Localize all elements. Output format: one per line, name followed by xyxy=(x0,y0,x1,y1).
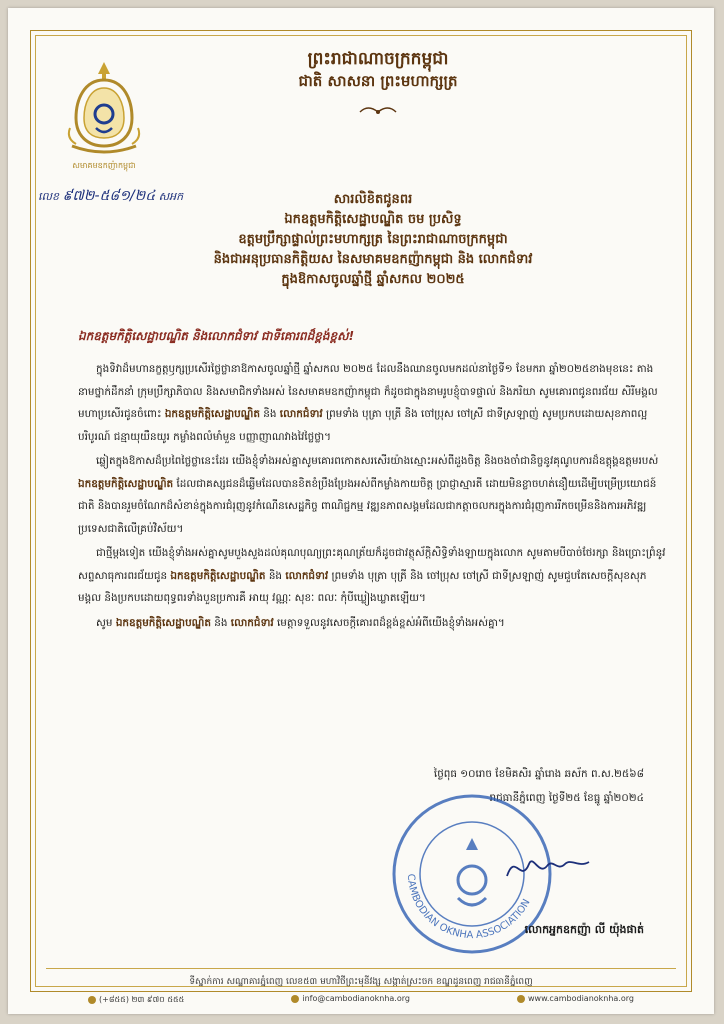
letter-page xyxy=(8,8,714,1014)
title-line: សារលិខិតជូនពរ xyxy=(333,192,413,207)
footer-divider xyxy=(46,968,676,969)
letter-body xyxy=(78,358,668,634)
footer-contacts xyxy=(88,994,634,1006)
reference-value: ៩៧២-៥៨១/២៤ xyxy=(62,188,156,204)
title-line: ឧត្តមប្រឹក្សាផ្ទាល់ព្រះមហាក្សត្រ នៃព្រះរាជាណាចក្រកម្ពុជា xyxy=(238,232,508,247)
honorific: ឯកឧត្តមកិត្តិសេដ្ឋាបណ្ឌិត xyxy=(115,616,211,629)
honorific: ឯកឧត្តមកិត្តិសេដ្ឋាបណ្ឌិត xyxy=(164,408,260,420)
letter-titles xyxy=(78,190,668,290)
kingdom-heading: ព្រះរាជាណាចក្រកម្ពុជា xyxy=(307,49,449,69)
salutation: ឯកឧត្តមកិត្តិសេដ្ឋាបណ្ឌិត និងលោកជំទាវ ជាទីគោរពដ៏ខ្ពង់ខ្ពស់! xyxy=(78,329,355,343)
email-icon xyxy=(291,995,299,1003)
reference-prefix: លេខ xyxy=(38,190,59,203)
honorific: លោកជំទាវ xyxy=(285,569,329,582)
paragraph: ឆ្លៀតក្នុងឱកាសដ៏ប្រពៃថ្លៃថ្លានេះដែរ យើងខ្ញុំទាំងអស់គ្នាសូមគោរពកោតសរសើរយ៉ាងស្មោះអស់ពីដួងចិត្ត និងចងចាំជានិច្ចនូវគុណូបការដ៏ឧត្តុង្គឧត្តមរបស់ ឯកឧត្តមកិត្តិសេដ្ឋាបណ្ឌិត ដែលជាគស្សជនដ៏ឆ្លើមដែលបានខិតខំប្រឹងប្រែងអស់ពីកម្លាំងកាយចិត្ត ប្រាជ្ញាស្មារតី ដោយមិនខ្លាចហត់នឿយដើម្បីបម្រើប្រយោជន៍ជាតិ និងបានរួមចំណែកដ៏សំខាន់ក្នុងការជំរុញនូវកំណើនសេដ្ឋកិច្ច ពាណិជ្ជកម្ម វឌ្ឍនភាពសង្គមដែលជាកត្តាចលករក្នុងការជំរុញការរីកចម្រើននិងការអភិវឌ្ឍប្រទេសជាតិលើគ្រប់វិស័យ។ xyxy=(78,455,659,535)
phone-icon xyxy=(88,996,96,1004)
paragraph: ក្នុងទិវាដ៏មហានក្ខត្តឫក្សប្រសើរថ្លៃថ្លានាឱកាសចូលឆ្នាំថ្មី ឆ្នាំសកល ២០២៥ ដែលនឹងឈានចូលមកដល់នាថ្ងៃទី១ ខែមករា ឆ្នាំ២០២៥ខាងមុខនេះ តាងនាមថ្នាក់ដឹកនាំ ក្រុមប្រឹក្សាភិបាល និងសមាជិកទាំងអស់ នៃសមាគមឧកញ៉ាកម្ពុជា ក៏ដូចជាក្នុងនាមរូបខ្ញុំបាទផ្ទាល់ និងភរិយា សូមគោរពជូនពរជ័យ សិរីមង្គល មហាប្រសើរជូនចំពោះ ឯកឧត្តមកិត្តិសេដ្ឋាបណ្ឌិត និង លោកជំទាវ ព្រមទាំង បុត្រា បុត្រី និង ចៅប្រុស ចៅស្រី ជាទីស្រឡាញ់ សូមប្រកបដោយសុខភាពល្អបរិបូរណ៍ ជន្មាយុយឺនយូរ កម្លាំងពលំមាំមួន បញ្ញាញាណវាងវៃថ្លៃថ្លា។ xyxy=(78,363,658,443)
honorific: ឯកឧត្តមកិត្តិសេដ្ឋាបណ្ឌិត xyxy=(170,569,266,582)
footer-phone: (+៨៥៥) ២៣ ៩៧០ ៥៥៥ xyxy=(88,994,184,1006)
title-line: និងជាអនុប្រធានកិត្តិយស នៃសមាគមឧកញ៉ាកម្ពុជា និង លោកជំទាវ xyxy=(213,252,533,267)
solar-date: រាជធានីភ្នំពេញ ថ្ងៃទី២៥ ខែធ្នូ ឆ្នាំ២០២៤ xyxy=(489,792,644,804)
signer-name: លោកអ្នកឧកញ៉ា លី យ៉ុងផាត់ xyxy=(524,923,644,936)
ornament-icon xyxy=(358,102,398,118)
globe-icon xyxy=(517,995,525,1003)
title-line: ក្នុងឱកាសចូលឆ្នាំថ្មី ឆ្នាំសកល ២០២៥ xyxy=(281,272,465,287)
association-emblem-icon xyxy=(66,58,142,156)
seal-ring-text: CAMBODIAN OKNHA ASSOCIATION xyxy=(404,873,533,942)
paragraph: សូម ឯកឧត្តមកិត្តិសេដ្ឋាបណ្ឌិត និង លោកជំទាវ មេត្តាទទួលនូវសេចក្តីគោរពដ៏ខ្ពង់ខ្ពស់អំពីយើងខ្ញុំទាំងអស់គ្នា។ xyxy=(96,616,505,629)
association-logo xyxy=(56,58,152,172)
honorific: លោកជំទាវ xyxy=(279,408,323,420)
logo-caption: សមាគមឧកញ៉ាកម្ពុជា xyxy=(72,161,136,170)
honorific: លោកជំទាវ xyxy=(230,616,274,629)
paragraph: ជាថ្មីម្តងទៀត យើងខ្ញុំទាំងអស់គ្នាសូមបួងសួងដល់គុណបុណ្យព្រះគុណត្រ័យក៏ដូចជាវត្ថុស័ក្តិសិទ្ធិទាំងឡាយក្នុងលោក សូមតាមបីបាច់ថែរក្សា និងប្រោះព្រំនូវសព្ទសាធុការពរជ័យជូន ឯកឧត្តមកិត្តិសេដ្ឋាបណ្ឌិត និង លោកជំទាវ ព្រមទាំង បុត្រា បុត្រី និង ចៅប្រុស ចៅស្រី ជាទីស្រឡាញ់ សូមជួបតែសេចក្តីសុខសុភមង្គល និងប្រកបដោយពុទ្ធពរទាំងបួនប្រការគឺ អាយុ វណ្ណៈ សុខៈ ពលៈ កុំបីឃ្លៀងឃ្លាតឡើយ។ xyxy=(78,547,666,604)
reference-suffix: សអក xyxy=(158,190,184,203)
lunar-date: ថ្ងៃពុធ ១០រោច ខែមិគសិរ ឆ្នាំរោង ឆស័ក ព.ស.២៥៦៨ xyxy=(433,768,644,780)
footer-website[interactable]: www.cambodianoknha.org xyxy=(517,994,634,1006)
footer-address: ទីស្នាក់ការ សណ្ឋាគារភ្នំពេញ លេខ៥៣ មហាវិថីព្រះមុនីវង្ស សង្កាត់ស្រះចក ខណ្ឌដូនពេញ រាជធានីភ្នំពេញ xyxy=(189,977,533,987)
title-line: ឯកឧត្តមកិត្តិសេដ្ឋាបណ្ឌិត ចម ប្រសិទ្ធ xyxy=(284,212,462,227)
handwritten-signature xyxy=(503,846,593,886)
motto-heading: ជាតិ សាសនា ព្រះមហាក្សត្រ xyxy=(298,72,458,90)
honorific: ឯកឧត្តមកិត្តិសេដ្ឋាបណ្ឌិត xyxy=(78,477,174,490)
footer-email[interactable]: info@cambodianoknha.org xyxy=(291,994,410,1006)
